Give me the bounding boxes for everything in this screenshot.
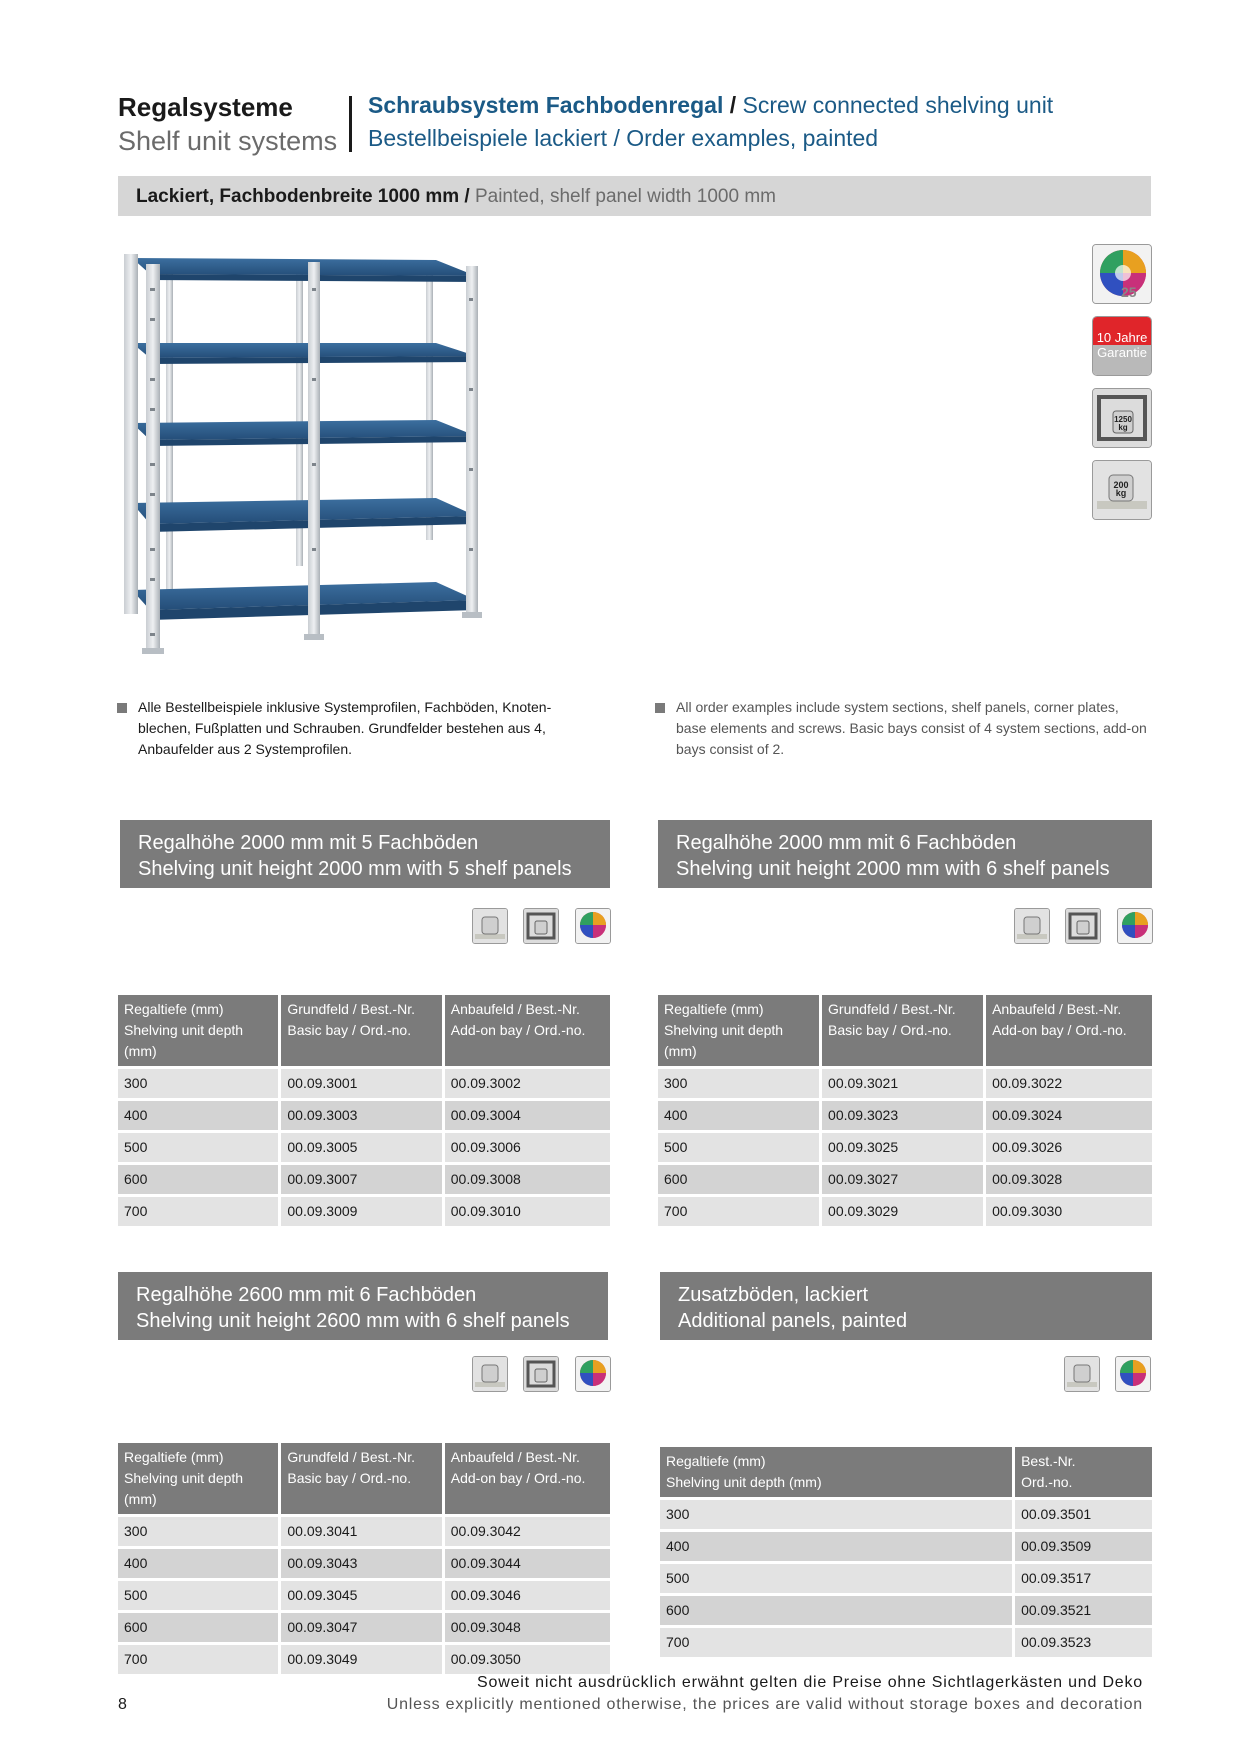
section-title-en: Additional panels, painted [678,1310,908,1332]
svg-text:kg: kg [1118,423,1128,432]
footer-note-en: Unless explicitly mentioned otherwise, the prices are valid without storage boxes and decoration [386,1696,1143,1713]
bay-load-icon [1065,908,1101,944]
order-table-3 [115,1440,613,1677]
note-bullet [655,703,665,713]
color-wheel-warranty-icon [1117,908,1153,944]
page-title [368,92,1053,119]
order-table-2 [655,992,1155,1229]
column-header-addon-bay: Anbaufeld / Best.-Nr. Add-on bay / Ord.-no. [445,995,610,1066]
table-row: 300 00.09.3021 00.09.3022 [658,1069,1152,1098]
table-row: 400 00.09.3023 00.09.3024 [658,1101,1152,1130]
page-number: 8 [118,1696,127,1713]
column-header-basic-bay: Grundfeld / Best.-Nr. Basic bay / Ord.-no. [281,995,441,1066]
guarantee-badge [1092,316,1152,376]
bay-load-icon [523,1356,559,1392]
page-title-en: Screw connected shelving unit [742,92,1054,118]
column-header-addon-bay: Anbaufeld / Best.-Nr. Add-on bay / Ord.-no. [986,995,1152,1066]
table-row: 400 00.09.3003 00.09.3004 [118,1101,610,1130]
table-row: 600 00.09.3047 00.09.3048 [118,1613,610,1642]
color-wheel-warranty-icon [1092,244,1152,304]
table-row: 400 00.09.3509 [660,1532,1152,1561]
footer-note-de: Soweit nicht ausdrücklich erwähnt gelten die Preise ohne Sichtlagerkästen und Deko [477,1674,1143,1691]
table-row: 400 00.09.3043 00.09.3044 [118,1549,610,1578]
bay-load-icon [523,908,559,944]
color-wheel-warranty-icon [575,1356,611,1392]
shelf-load-icon [1014,908,1050,944]
column-header-addon-bay: Anbaufeld / Best.-Nr. Add-on bay / Ord.-no. [445,1443,610,1514]
column-header-depth: Regaltiefe (mm) Shelving unit depth (mm) [658,995,819,1066]
guarantee-years: 10 Jahre [1093,317,1151,345]
section-header-3 [118,1272,608,1340]
svg-text:1250: 1250 [1114,415,1132,424]
section-title-en: Shelving unit height 2600 mm with 6 shelf panels [136,1310,570,1332]
section-header-4 [660,1272,1152,1340]
order-table-1 [115,992,613,1229]
shelf-load-icon [1064,1356,1100,1392]
section-title-de: Zusatzböden, lackiert [678,1284,869,1306]
table-row: 300 00.09.3041 00.09.3042 [118,1517,610,1546]
shelving-unit-illustration [120,248,498,668]
warranty-years: 25 [1121,284,1137,300]
table-row: 300 00.09.3001 00.09.3002 [118,1069,610,1098]
table-row: 700 00.09.3029 00.09.3030 [658,1197,1152,1226]
color-wheel-warranty-icon [1115,1356,1151,1392]
table-row: 700 00.09.3009 00.09.3010 [118,1197,610,1226]
column-header-depth: Regaltiefe (mm) Shelving unit depth (mm) [660,1447,1012,1497]
svg-text:kg: kg [1115,488,1127,498]
variant-band-en: Painted, shelf panel width 1000 mm [474,186,776,207]
table-row: 700 00.09.3523 [660,1628,1152,1657]
table-row: 500 00.09.3025 00.09.3026 [658,1133,1152,1162]
column-header-order-no: Best.-Nr. Ord.-no. [1015,1447,1152,1497]
section-icons-2 [1014,908,1153,949]
bay-load-icon [1092,388,1152,448]
column-header-depth: Regaltiefe (mm) Shelving unit depth (mm) [118,995,278,1066]
category-title-de: Regalsysteme [118,92,293,122]
section-icons-3 [472,1356,611,1397]
table-row: 300 00.09.3501 [660,1500,1152,1529]
section-title-de: Regalhöhe 2000 mm mit 6 Fachböden [676,832,1017,854]
page-title-separator: / [723,92,743,118]
shelf-load-icon [472,1356,508,1392]
table-row: 600 00.09.3027 00.09.3028 [658,1165,1152,1194]
section-icons-4 [1064,1356,1151,1397]
section-icons-1 [472,908,611,949]
note-en: All order examples include system sections, shelf panels, corner plates, base elements and screws. Basic bays consist of 4 system sections, add-on bays consist of 2. [676,699,1147,757]
note-bullet [117,703,127,713]
table-row: 700 00.09.3049 00.09.3050 [118,1645,610,1674]
section-title-de: Regalhöhe 2000 mm mit 5 Fachböden [138,832,479,854]
column-header-basic-bay: Grundfeld / Best.-Nr. Basic bay / Ord.-no. [281,1443,441,1514]
section-header-1 [120,820,610,888]
guarantee-label: Garantie [1093,345,1151,375]
svg-text:200: 200 [1113,480,1129,490]
column-header-basic-bay: Grundfeld / Best.-Nr. Basic bay / Ord.-no. [822,995,983,1066]
section-title-en: Shelving unit height 2000 mm with 5 shelf panels [138,858,572,880]
category-title-en: Shelf unit systems [118,126,338,156]
page-title-de: Schraubsystem Fachbodenregal [368,92,724,118]
variant-band-text [136,186,776,208]
order-table-4 [657,1444,1155,1660]
table-row: 600 00.09.3007 00.09.3008 [118,1165,610,1194]
table-row: 500 00.09.3045 00.09.3046 [118,1581,610,1610]
shelf-load-icon [1092,460,1152,520]
table-row: 600 00.09.3521 [660,1596,1152,1625]
shelf-load-icon [472,908,508,944]
page-subtitle: Bestellbeispiele lackiert / Order examples, painted [368,125,879,151]
section-title-en: Shelving unit height 2000 mm with 6 shelf panels [676,858,1110,880]
section-title-de: Regalhöhe 2600 mm mit 6 Fachböden [136,1284,477,1306]
note-de: Alle Bestellbeispiele inklusive Systemprofilen, Fachböden, Knoten-blechen, Fußplatten und Schrauben. Grundfelder bestehen aus 4, Anbaufelder aus 2 Systemprofilen. [138,699,552,757]
table-row: 500 00.09.3005 00.09.3006 [118,1133,610,1162]
variant-band-separator: / [459,186,475,207]
variant-band-de: Lackiert, Fachbodenbreite 1000 mm [136,186,460,207]
header-divider [349,96,352,152]
color-wheel-warranty-icon [575,908,611,944]
section-header-2 [658,820,1152,888]
column-header-depth: Regaltiefe (mm) Shelving unit depth (mm) [118,1443,278,1514]
table-row: 500 00.09.3517 [660,1564,1152,1593]
